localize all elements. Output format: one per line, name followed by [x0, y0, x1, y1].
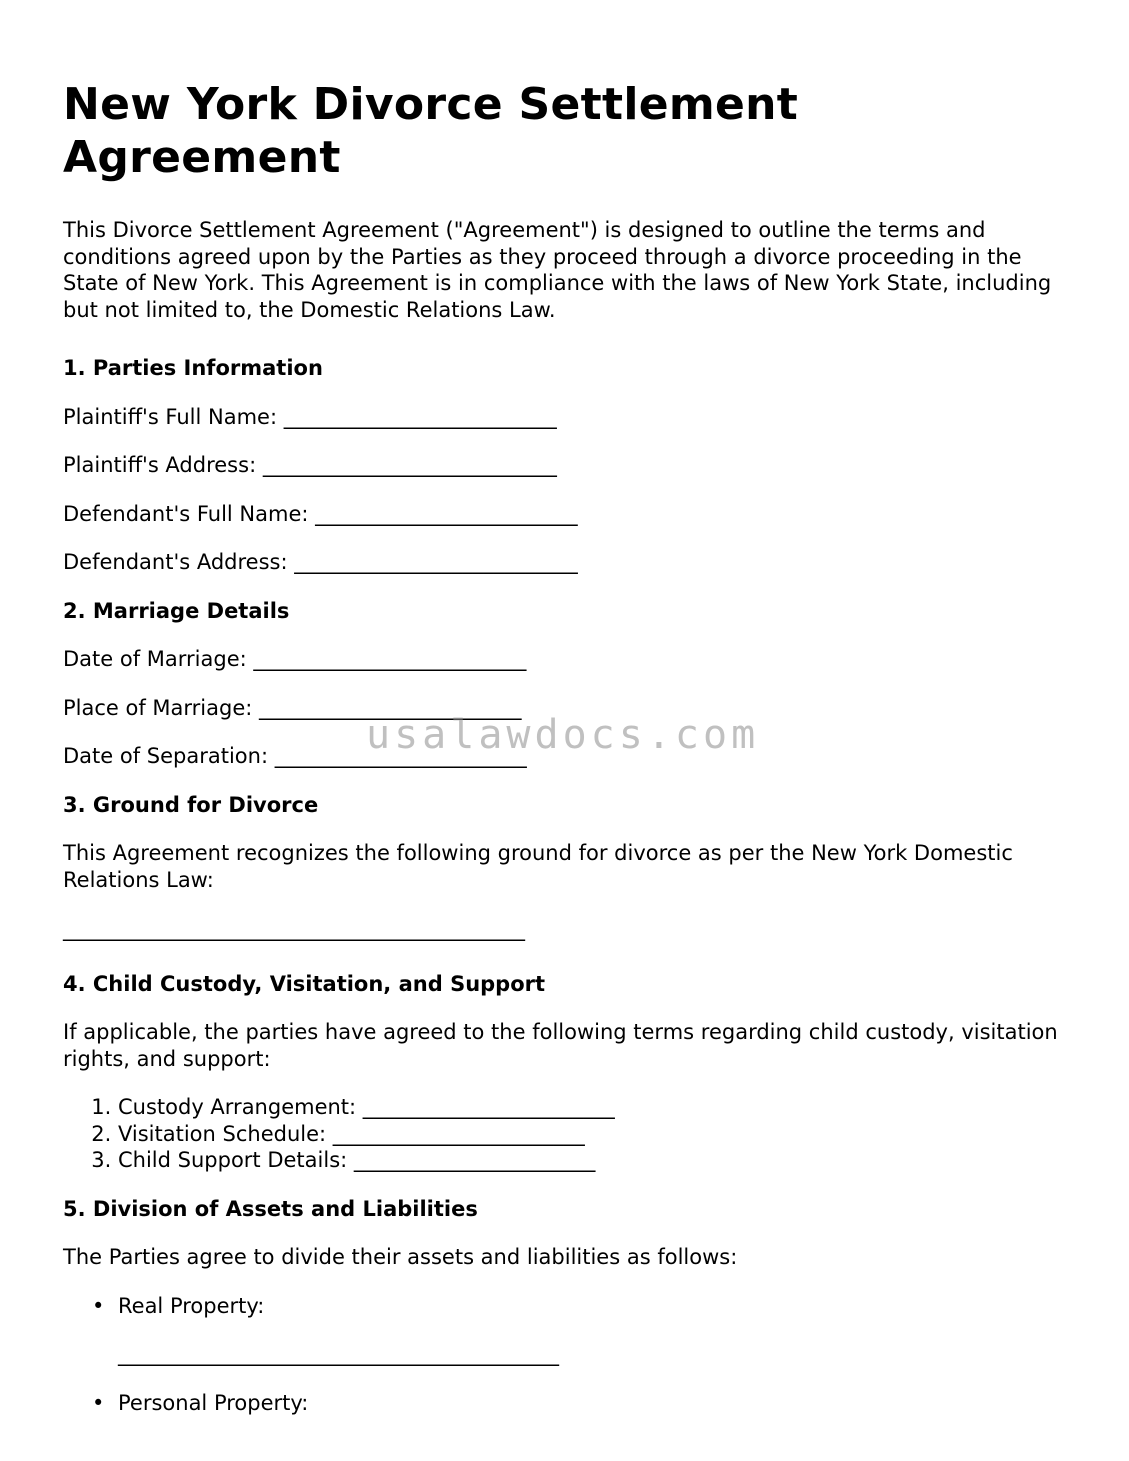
custody-terms-list	[63, 1094, 1073, 1174]
plaintiff-address-field: Plaintiff's Address: ____________________________	[63, 453, 557, 477]
custody-arrangement-item: 1. Custody Arrangement: ________________________	[118, 1094, 1073, 1121]
assets-list	[63, 1293, 1073, 1417]
real-property-item	[92, 1293, 1073, 1368]
intro-paragraph: This Divorce Settlement Agreement ("Agreement") is designed to outline the terms and conditions agreed upon by the Parties as they proceed through a divorce proceeding in the State of New York. This Agreement is in compliance with the laws of New York State, including but not limited to, the Domestic Relations Law.	[63, 218, 1052, 322]
ground-blank-line: ____________________________________________	[63, 917, 525, 941]
ground-paragraph: This Agreement recognizes the following ground for divorce as per the New York Domestic Relations Law:	[63, 841, 1013, 892]
visitation-schedule-item: 2. Visitation Schedule: ________________________	[118, 1121, 1073, 1148]
section-heading-marriage: 2. Marriage Details	[63, 598, 290, 623]
personal-property-item	[92, 1390, 1073, 1417]
bullet-icon: •	[92, 1390, 105, 1415]
personal-property-label: Personal Property:	[118, 1390, 309, 1415]
plaintiff-name-field: Plaintiff's Full Name: __________________________	[63, 404, 557, 429]
section-heading-custody: 4. Child Custody, Visitation, and Support	[63, 971, 546, 996]
watermark-text: usalawdocs.com	[366, 712, 760, 758]
marriage-place-field: Place of Marriage: _________________________	[63, 695, 522, 720]
document-page	[63, 78, 1073, 1438]
defendant-name-field: Defendant's Full Name: _________________________	[63, 501, 578, 526]
bullet-icon: •	[92, 1293, 105, 1318]
section-heading-parties: 1. Parties Information	[63, 356, 323, 380]
defendant-address-field: Defendant's Address: ___________________________	[63, 550, 578, 574]
marriage-date-field: Date of Marriage: __________________________	[63, 647, 527, 671]
real-property-label: Real Property:	[118, 1293, 265, 1318]
real-property-blank: __________________________________________	[118, 1342, 559, 1366]
document-title: New York Divorce Settlement Agreement	[63, 79, 799, 183]
section-heading-ground: 3. Ground for Divorce	[63, 792, 319, 817]
separation-date-field: Date of Separation: ________________________	[63, 744, 527, 768]
custody-paragraph: If applicable, the parties have agreed to the following terms regarding child custody, visitation rights, and support:	[63, 1020, 1058, 1071]
child-support-item: 3. Child Support Details: _______________________	[118, 1147, 1073, 1174]
assets-paragraph: The Parties agree to divide their assets and liabilities as follows:	[63, 1245, 738, 1269]
section-heading-assets: 5. Division of Assets and Liabilities	[63, 1196, 478, 1221]
